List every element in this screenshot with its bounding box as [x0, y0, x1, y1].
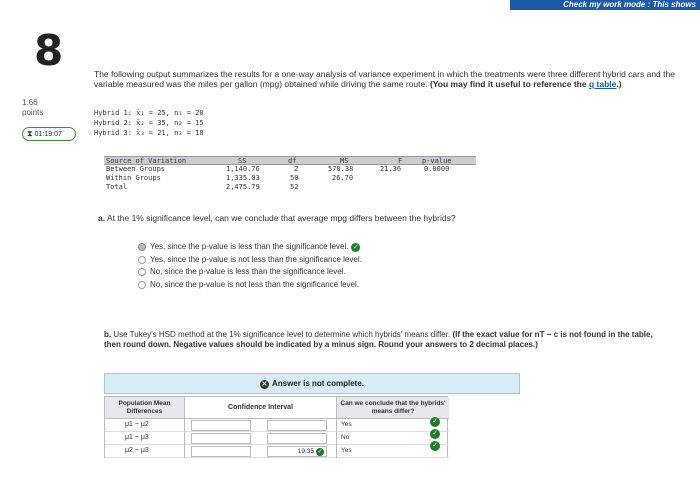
radio-button[interactable]	[138, 256, 146, 264]
anova-cell: 50	[290, 174, 299, 182]
population-mean-column	[105, 397, 185, 457]
tukey-table	[104, 396, 448, 458]
radio-button[interactable]	[138, 268, 146, 276]
table-row	[185, 419, 336, 432]
anova-cell: 26.70	[332, 174, 354, 182]
confidence-interval-column	[185, 397, 337, 457]
option-label: Yes, since the p-value is not less than the significance level.	[150, 254, 362, 264]
anova-cell: Total	[106, 183, 128, 191]
anova-cell: 21.36	[380, 165, 402, 173]
incomplete-x-icon: ✕	[261, 381, 268, 388]
part-b-instructions: (If the exact value for nT − c is not found in the table, then round down. Negative values should be indicated by a minus sign. Round your answers to 2 decimal places.)	[104, 330, 653, 349]
part-b-text: Use Tukey's HSD method at the 1% significance level to determine which hybrids' means differ.	[113, 330, 451, 339]
check-work-banner: Check my work mode : This shows	[510, 0, 700, 10]
ci-lower-input[interactable]	[191, 446, 251, 457]
radio-button[interactable]	[138, 281, 146, 289]
anova-cell: 0.0000	[424, 165, 450, 173]
question-prompt	[94, 69, 684, 89]
anova-cell: 2,475.79	[226, 183, 260, 191]
anova-cell: 570.38	[328, 165, 354, 173]
anova-row	[104, 165, 476, 174]
correct-check-icon: ✓	[430, 417, 440, 427]
part-a-text: At the 1% significance level, can we conclude that average mpg differs between the hybrids?	[107, 213, 456, 223]
anova-row	[104, 174, 476, 183]
hourglass-icon: ⧗	[27, 129, 33, 138]
pair-label: μ1 − μ3	[125, 434, 149, 441]
answer-status-bar	[104, 373, 520, 394]
part-a-question	[98, 213, 456, 223]
ci-upper-input[interactable]	[267, 420, 327, 431]
anova-cell: Between Groups	[106, 165, 166, 173]
anova-cell: 1,335.03	[226, 174, 260, 182]
table-row	[185, 432, 336, 445]
points-value: 1.66	[22, 98, 38, 107]
ci-lower-input[interactable]	[191, 420, 251, 431]
timer-value: 01:19:07	[34, 131, 62, 138]
anova-cell: 1,140.76	[226, 165, 260, 173]
table-row	[105, 419, 184, 432]
anova-header: p-value	[422, 157, 452, 165]
hybrid-line: Hybrid 3: x̄₃ = 21, n₃ = 18	[94, 129, 204, 137]
hybrid-line: Hybrid 1: x̄₁ = 25, n₁ = 20	[94, 109, 204, 117]
question-number: 8	[34, 26, 64, 75]
part-b-question	[104, 330, 664, 349]
hybrid-summary	[94, 108, 204, 138]
pm-header: Population Mean Differences	[105, 397, 184, 419]
part-a-options	[138, 241, 362, 291]
ci-upper-input[interactable]	[267, 433, 327, 444]
radio-selected[interactable]	[138, 243, 146, 251]
conclusion-select[interactable]: Yes	[341, 421, 352, 428]
anova-header: SS	[238, 157, 247, 165]
table-row	[185, 445, 336, 458]
option-yes-less[interactable]	[138, 241, 362, 254]
table-row	[105, 432, 184, 445]
pair-label: μ1 − μ2	[125, 421, 149, 428]
option-no-less[interactable]	[138, 266, 362, 279]
option-label: Yes, since the p-value is less than the significance level.	[150, 242, 349, 251]
part-b-label: b.	[104, 330, 112, 339]
option-yes-not-less[interactable]	[138, 254, 362, 267]
anova-header: MS	[340, 157, 349, 165]
anova-cell: Within Groups	[106, 174, 161, 182]
prompt-bold-end: .)	[616, 79, 622, 89]
pair-label: μ2 − μ3	[125, 447, 149, 454]
points-label: points	[22, 108, 44, 117]
anova-header: df	[288, 157, 297, 165]
anova-header-row	[104, 156, 476, 165]
prompt-text: The following output summarizes the results for a one-way analysis of variance experiment in which the treatments were three different hybrid cars and the variable measured was the miles per gallon (mpg) obtained while driving the same route.	[94, 69, 675, 89]
correct-check-icon: ✓	[430, 429, 440, 439]
anova-header: F	[398, 157, 403, 165]
conclusion-select[interactable]: Yes	[341, 447, 352, 454]
cc-header: Can we conclude that the hybrids' means differ?	[337, 397, 449, 419]
correct-check-icon: ✓	[353, 243, 359, 251]
anova-cell: 52	[290, 183, 299, 191]
anova-row	[104, 183, 476, 192]
ci-header: Confidence Interval	[185, 397, 336, 419]
hybrid-line: Hybrid 2: x̄₂ = 35, n₂ = 15	[94, 119, 204, 127]
option-label: No, since the p-value is not less than the significance level.	[150, 279, 360, 289]
ci-upper-input[interactable]	[267, 446, 327, 457]
prompt-bold: (You may find it useful to reference the	[429, 79, 587, 89]
conclusion-checks	[430, 417, 440, 453]
anova-table	[104, 156, 476, 192]
anova-header: Source of Variation	[106, 157, 187, 165]
correct-check-icon: ✓	[317, 449, 323, 455]
part-a-label: a.	[98, 213, 106, 223]
option-label: No, since the p-value is less than the significance level.	[150, 267, 346, 276]
ci-lower-input[interactable]	[191, 433, 251, 444]
ci-upper-value: 19.35	[297, 448, 314, 455]
timer-badge	[22, 127, 76, 141]
answer-status-text: Answer is not complete.	[271, 379, 365, 388]
table-row	[105, 445, 184, 458]
option-no-not-less[interactable]	[138, 279, 362, 292]
correct-check-icon: ✓	[430, 441, 440, 451]
conclusion-select[interactable]: No	[341, 434, 350, 441]
q-table-link[interactable]: q table	[588, 79, 617, 89]
points-block	[22, 98, 43, 118]
anova-cell: 2	[294, 165, 299, 173]
